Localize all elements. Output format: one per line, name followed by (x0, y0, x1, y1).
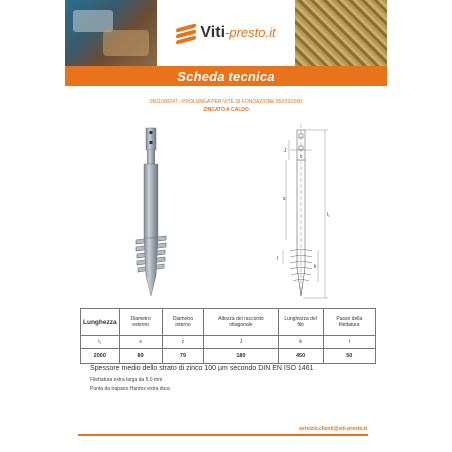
spec-header: Altezza del raccordo ottagonale (204, 309, 278, 336)
logo-text: Viti-presto.it (200, 24, 276, 41)
dim-label-s: s (283, 196, 286, 202)
dim-label-k: k (314, 264, 317, 270)
spec-symbol: k (278, 336, 323, 349)
technical-drawing (283, 124, 328, 298)
thread-description: Filettatura extra larga da 5,0 mm (90, 377, 163, 383)
spec-value: 89 (119, 349, 162, 364)
spec-symbol: l (323, 336, 375, 349)
spec-symbol: s (119, 336, 162, 349)
dim-label-c: c (300, 154, 303, 160)
dim-label-l1: l₁ (327, 212, 330, 218)
spec-symbol: c (162, 336, 204, 349)
product-photo (136, 128, 166, 296)
spec-value: 79 (162, 349, 204, 364)
sheet-title: Scheda tecnica (177, 68, 275, 84)
spec-header: Diametro interno (162, 309, 204, 336)
spec-table-symbol-row (81, 336, 376, 349)
spec-value: 50 (323, 349, 375, 364)
spec-table (80, 308, 376, 364)
spec-value: 450 (278, 349, 323, 364)
spec-header: Diametro esterno (119, 309, 162, 336)
product-code: 9501000247 - PROLUNGA PER VITE DI FONDAZIONE 89X5X2000 (149, 99, 303, 105)
drill-tip-description: Punta da trapano Hardox extra dura (90, 386, 170, 392)
zinc-coating-description: Spessore medio dello strato di zinco 100 µm secondo DIN EN ISO 1461 (90, 365, 314, 372)
spec-header: Lunghezza del filo (278, 309, 323, 336)
product-finish: ZINCATO A CALDO (203, 107, 249, 113)
footer-email-link[interactable]: servizio.clienti@viti-presto.it (299, 426, 367, 432)
spec-value: 180 (204, 349, 278, 364)
dim-label-l: l (277, 256, 279, 262)
dim-label-j: J (284, 148, 287, 154)
spec-table-value-row (81, 349, 376, 364)
spec-header: Passo della filettatura (323, 309, 375, 336)
spec-table-header-row (81, 309, 376, 336)
spec-symbol: J (204, 336, 278, 349)
spec-symbol: l₁ (81, 336, 120, 349)
spec-header: Lunghezza (81, 309, 120, 336)
spec-value: 2000 (81, 349, 120, 364)
footer-divider (78, 434, 368, 436)
